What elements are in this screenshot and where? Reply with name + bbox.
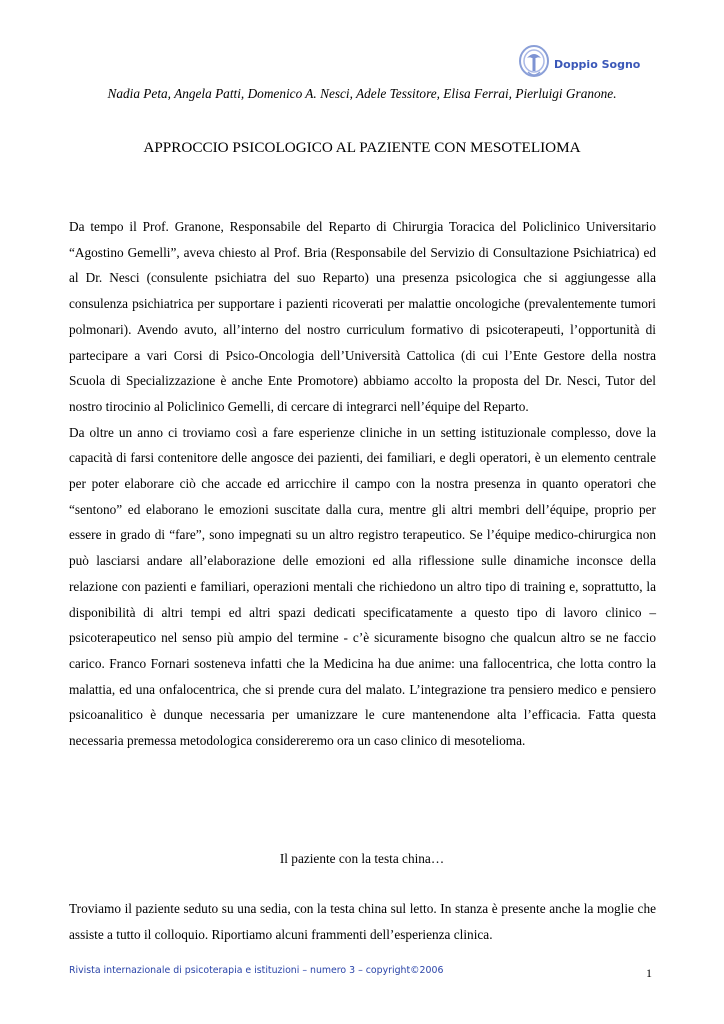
footer-text: Rivista internazionale di psicoterapia e istituzioni – numero 3 – copyright©2006 (69, 965, 444, 976)
page-number: 1 (646, 966, 652, 980)
logo-text: Doppio Sogno (554, 58, 641, 71)
paragraph: Da tempo il Prof. Granone, Responsabile del Reparto di Chirurgia Toracica del Policlinico Universitario “Agostino Gemelli”, aveva chiesto al Prof. Bria (Responsabile del Servizio di Consultazione Psichiatrica) ed al Dr. Nesci (consulente psichiatra del suo Reparto) una presenza psicologica che si aggiungesse alla consulenza psichiatrica per supportare i pazienti ricoverati per malattie oncologiche (prevalentemente tumori polmonari). Avendo avuto, all’interno del nostro curriculum formativo di psicoterapeuti, l’opportunità di partecipare a vari Corsi di Psico-Oncologia dell’Università Cattolica (di cui l’Ente Gestore della nostra Scuola di Specializzazione è anche Ente Promotore) abbiamo accolto la proposta del Dr. Nesci, Tutor del nostro tirocinio al Policlinico Gemelli, di cercare di integrarci nell’équipe del Reparto. (69, 219, 656, 414)
section-body (69, 896, 656, 947)
journal-logo (517, 44, 647, 84)
paragraph: Troviamo il paziente seduto su una sedia, con la testa china sul letto. In stanza è presente anche la moglie che assiste a tutto il colloquio. Riportiamo alcuni frammenti dell’esperienza clinica. (69, 901, 656, 942)
body-text (69, 214, 656, 754)
paragraph: Da oltre un anno ci troviamo così a fare esperienze cliniche in un setting istituzionale complesso, dove la capacità di farsi contenitore delle angosce dei pazienti, dei familiari, e degli operatori, è un elemento centrale per poter elaborare ciò che accade ed arricchire il campo con la nostra presenza in quanto operatori che “sentono” ed elaborano le emozioni suscitate dalla cura, mentre gli altri membri dell’équipe, proprio per essere in grado di “fare”, sono impegnati su un altro registro terapeutico. Se l’équipe medico-chirurgica non può lasciarsi andare all’elaborazione delle emozioni ed alla riflessione sulle dinamiche inconsce della relazione con pazienti e familiari, operazioni mentali che richiedono un altro tipo di training e, soprattutto, la disponibilità di altri tempi ed altri spazi dedicati specificatamente a questo tipo di lavoro clinico – psicoterapeutico nel senso più ampio del termine - c’è sicuramente bisogno che qualcun altro se ne faccio carico. Franco Fornari sosteneva infatti che la Medicina ha due anime: una fallocentrica, che lotta contro la malattia, ed una onfalocentrica, che si prende cura del malato. L’integrazione tra pensiero medico e pensiero psicoanalitico è dunque necessaria per umanizzare le cure mantenendone alta l’efficacia. Fatta questa necessaria premessa metodologica considereremo ora un caso clinico di mesotelioma. (69, 424, 656, 749)
document-title: APPROCCIO PSICOLOGICO AL PAZIENTE CON MESOTELIOMA (143, 139, 581, 156)
doppio-sogno-logo-icon (517, 44, 551, 82)
authors-line: Nadia Peta, Angela Patti, Domenico A. Nesci, Adele Tessitore, Elisa Ferrai, Pierluigi Granone. (107, 86, 617, 101)
section-heading: Il paziente con la testa china… (279, 851, 445, 866)
